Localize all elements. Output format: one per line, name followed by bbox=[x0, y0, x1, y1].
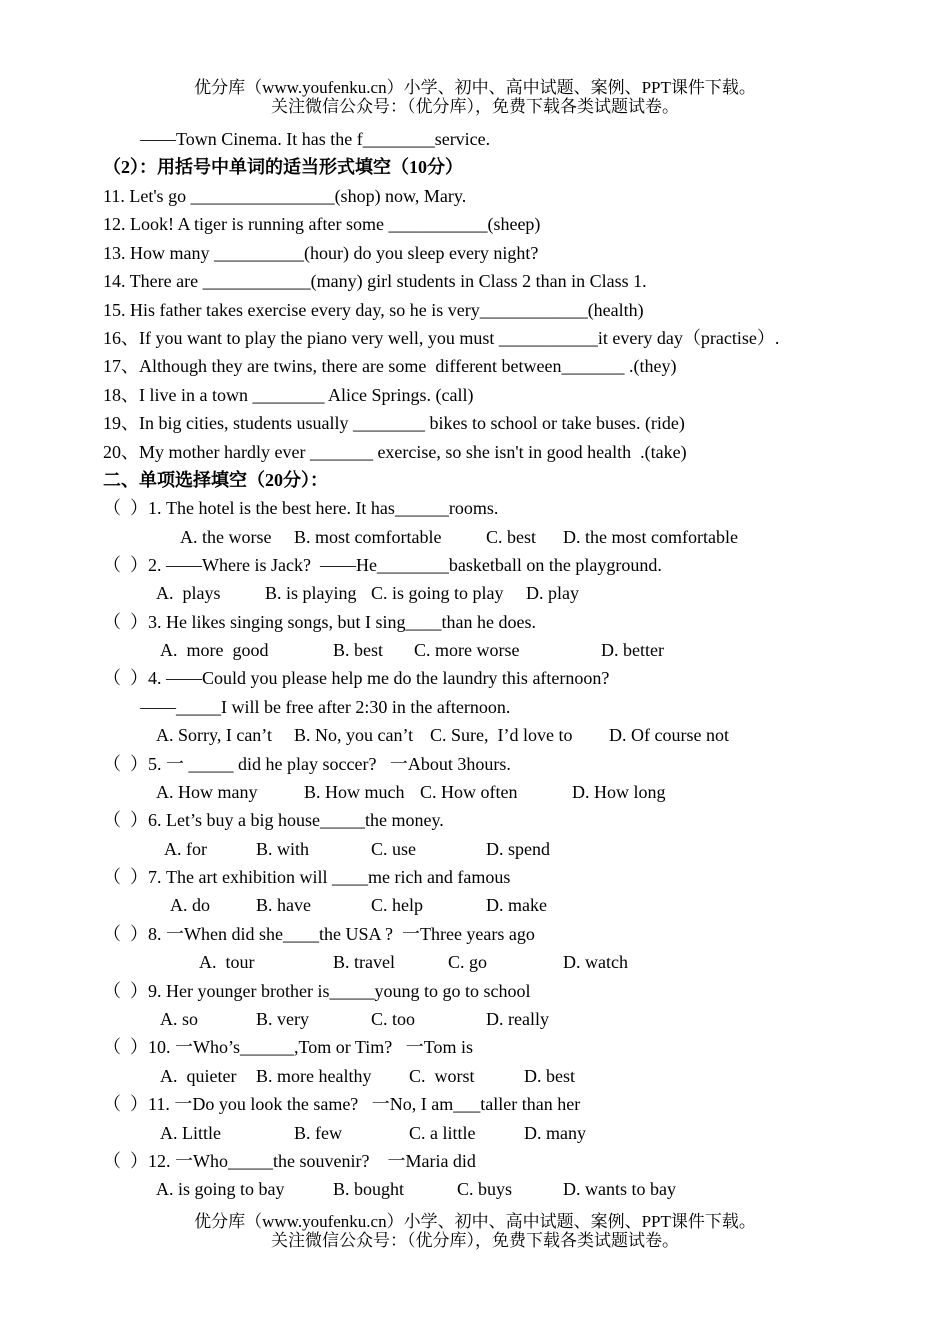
mc-11-option-c: C. a little bbox=[409, 1123, 476, 1143]
mc-7-option-b: B. have bbox=[256, 895, 311, 915]
fill-item-12: 12. Look! A tiger is running after some ___________(sheep) bbox=[103, 214, 541, 234]
mc-11-option-d: D. many bbox=[524, 1123, 586, 1143]
mc-9-option-c: C. too bbox=[371, 1009, 416, 1029]
mc-3-option-c: C. more worse bbox=[414, 640, 520, 660]
mc-2-option-d: D. play bbox=[526, 583, 579, 603]
mc-5-option-b: B. How much bbox=[304, 782, 405, 802]
mc-11-option-a: A. Little bbox=[160, 1123, 221, 1143]
mc-question-10: （ ）10. 一Who’s______,Tom or Tim? 一Tom is bbox=[103, 1037, 474, 1057]
mc-8-option-c: C. go bbox=[448, 952, 488, 972]
mc-9-option-b: B. very bbox=[256, 1009, 309, 1029]
mc-5-option-c: C. How often bbox=[420, 782, 518, 802]
mc-10-option-a: A. quieter bbox=[160, 1066, 237, 1086]
fill-item-16: 16、If you want to play the piano very well, you must ___________it every day（practise）. bbox=[103, 328, 780, 348]
mc-1-option-a: A. the worse bbox=[180, 527, 272, 547]
mc-6-option-b: B. with bbox=[256, 839, 310, 859]
mc-4-option-a: A. Sorry, I can’t bbox=[156, 725, 272, 745]
mc-6-option-c: C. use bbox=[371, 839, 416, 859]
mc-11-option-b: B. few bbox=[294, 1123, 342, 1143]
fill-item-13: 13. How many __________(hour) do you sleep every night? bbox=[103, 243, 539, 263]
mc-7-option-d: D. make bbox=[486, 895, 547, 915]
mc-question-6: （ ）6. Let’s buy a big house_____the money. bbox=[103, 810, 444, 830]
mc-12-option-a: A. is going to bay bbox=[156, 1179, 285, 1199]
fill-item-20: 20、My mother hardly ever _______ exercise, so she isn't in good health .(take) bbox=[103, 442, 687, 462]
mc-4-option-d: D. Of course not bbox=[609, 725, 729, 745]
mc-2-option-a: A. plays bbox=[156, 583, 221, 603]
mc-10-option-b: B. more healthy bbox=[256, 1066, 372, 1086]
mc-2-option-c: C. is going to play bbox=[371, 583, 504, 603]
mc-6-option-d: D. spend bbox=[486, 839, 550, 859]
mc-question-3: （ ）3. He likes singing songs, but I sing____than he does. bbox=[103, 612, 536, 632]
mc-6-option-a: A. for bbox=[164, 839, 207, 859]
mc-4-option-c: C. Sure, I’d love to bbox=[430, 725, 573, 745]
mc-10-option-c: C. worst bbox=[409, 1066, 475, 1086]
mc-2-option-b: B. is playing bbox=[265, 583, 357, 603]
fill-item-14: 14. There are ____________(many) girl students in Class 2 than in Class 1. bbox=[103, 271, 647, 291]
mc-1-option-b: B. most comfortable bbox=[294, 527, 442, 547]
mc-8-option-a: A. tour bbox=[199, 952, 255, 972]
mc-7-option-c: C. help bbox=[371, 895, 423, 915]
mc-question-8: （ ）8. 一When did she____the USA ? 一Three years ago bbox=[103, 924, 535, 944]
mc-5-option-d: D. How long bbox=[572, 782, 666, 802]
mc-1-option-d: D. the most comfortable bbox=[563, 527, 738, 547]
header-line-2: 关注微信公众号：（优分库），免费下载各类试题试卷。 bbox=[271, 97, 679, 116]
mc-question-12: （ ）12. 一Who_____the souvenir? 一Maria did bbox=[103, 1151, 476, 1171]
mc-12-option-d: D. wants to bay bbox=[563, 1179, 676, 1199]
mc-3-option-d: D. better bbox=[601, 640, 664, 660]
mc-5-option-a: A. How many bbox=[156, 782, 258, 802]
mc-question-11: （ ）11. 一Do you look the same? 一No, I am___taller than her bbox=[103, 1094, 581, 1114]
mc-8-option-d: D. watch bbox=[563, 952, 628, 972]
fill-item-19: 19、In big cities, students usually ________ bikes to school or take buses. (ride) bbox=[103, 413, 685, 433]
mc-question-9: （ ）9. Her younger brother is_____young to go to school bbox=[103, 981, 531, 1001]
mc-4-option-b: B. No, you can’t bbox=[294, 725, 414, 745]
mc-question-7: （ ）7. The art exhibition will ____me rich and famous bbox=[103, 867, 511, 887]
section-2-title: （2）：用括号中单词的适当形式填空（10分） bbox=[103, 157, 463, 177]
header-line-1: 优分库（www.youfenku.cn）小学、初中、高中试题、案例、PPT课件下载。 bbox=[194, 78, 756, 97]
mc-1-option-c: C. best bbox=[486, 527, 537, 547]
fill-item-15: 15. His father takes exercise every day, so he is very____________(health) bbox=[103, 300, 644, 320]
intro-line: ——Town Cinema. It has the f________service. bbox=[140, 129, 491, 149]
mc-12-option-c: C. buys bbox=[457, 1179, 513, 1199]
page-header bbox=[0, 78, 950, 116]
mc-3-option-b: B. best bbox=[333, 640, 384, 660]
fill-item-18: 18、I live in a town ________ Alice Springs. (call) bbox=[103, 385, 474, 405]
footer-line-1: 优分库（www.youfenku.cn）小学、初中、高中试题、案例、PPT课件下载。 bbox=[194, 1212, 756, 1231]
mc-12-option-b: B. bought bbox=[333, 1179, 405, 1199]
mc-question-4-response: ——_____I will be free after 2:30 in the afternoon. bbox=[140, 697, 511, 717]
mc-question-4: （ ）4. ——Could you please help me do the laundry this afternoon? bbox=[103, 668, 610, 688]
mc-question-1: （ ）1. The hotel is the best here. It has______rooms. bbox=[103, 498, 499, 518]
page-footer bbox=[0, 1212, 950, 1250]
fill-item-17: 17、Although they are twins, there are some different between_______ .(they) bbox=[103, 356, 677, 376]
mc-7-option-a: A. do bbox=[170, 895, 210, 915]
section-mc-title: 二、单项选择填空（20分）： bbox=[103, 470, 328, 490]
mc-3-option-a: A. more good bbox=[160, 640, 269, 660]
mc-9-option-a: A. so bbox=[160, 1009, 199, 1029]
footer-line-2: 关注微信公众号：（优分库），免费下载各类试题试卷。 bbox=[271, 1231, 679, 1250]
mc-question-5: （ ）5. 一 _____ did he play soccer? 一About 3hours. bbox=[103, 754, 511, 774]
mc-10-option-d: D. best bbox=[524, 1066, 575, 1086]
mc-9-option-d: D. really bbox=[486, 1009, 549, 1029]
mc-8-option-b: B. travel bbox=[333, 952, 395, 972]
fill-item-11: 11. Let's go ________________(shop) now, Mary. bbox=[103, 186, 467, 206]
mc-question-2: （ ）2. ——Where is Jack? ——He________basketball on the playground. bbox=[103, 555, 662, 575]
